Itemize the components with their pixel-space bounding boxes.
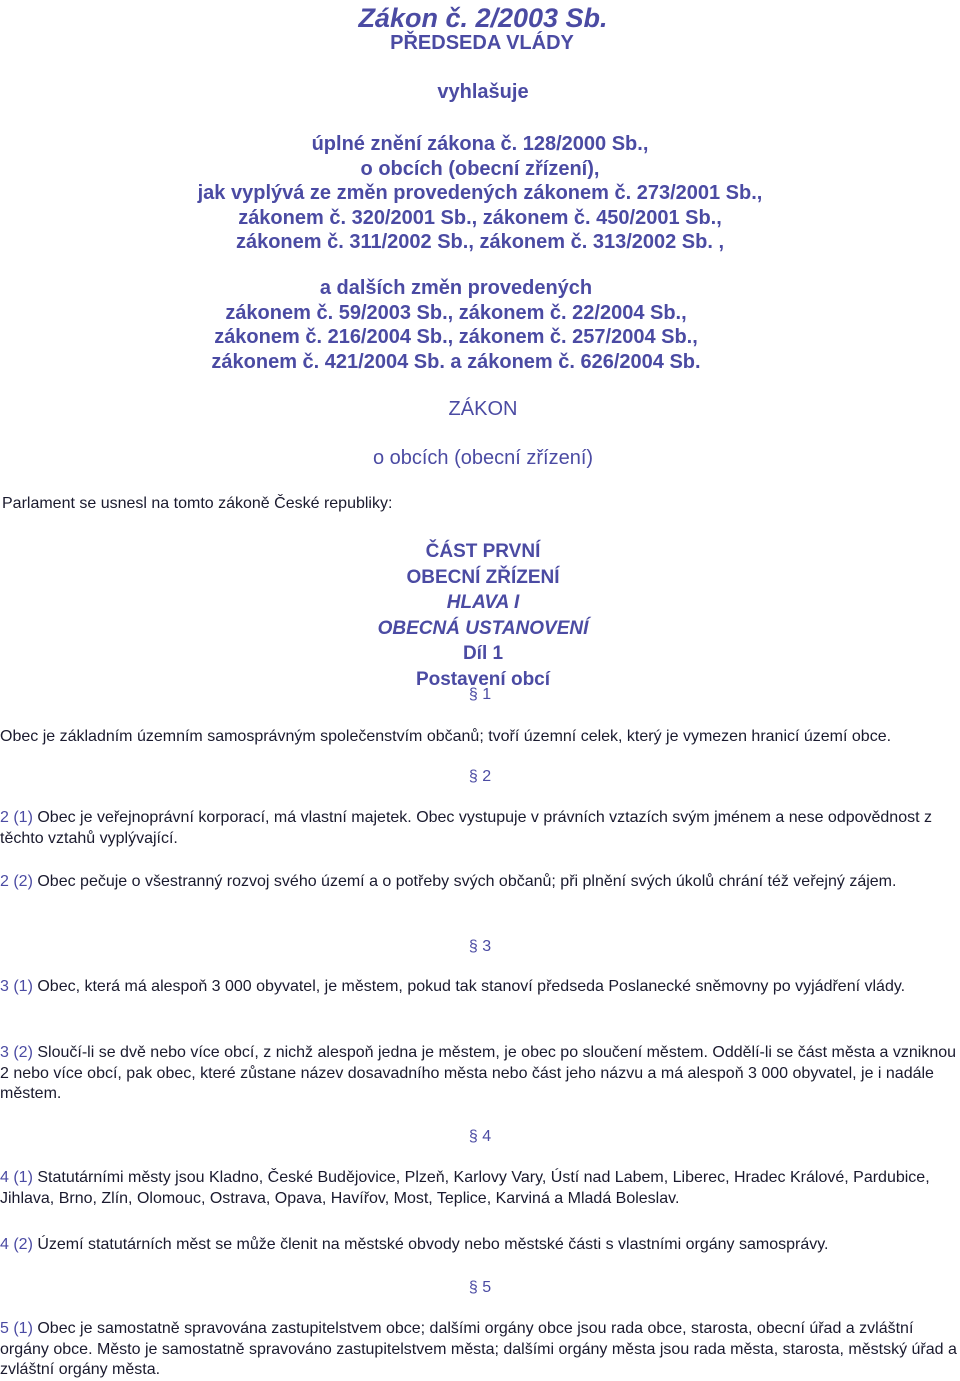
paragraph-2-2: [0, 872, 960, 893]
head-heading: HLAVA I: [446, 592, 520, 614]
amendment-line: zákonem č. 216/2004 Sb., zákonem č. 257/2004 Sb.,: [214, 326, 698, 348]
head-name: OBECNÁ USTANOVENÍ: [377, 617, 589, 639]
paragraph-2-1: [0, 808, 960, 849]
amendment-line: a dalších změn provedených: [319, 277, 593, 299]
paragraph-3-2: [0, 1043, 960, 1105]
paragraph-text: Obec je samostatně spravována zastupitelstvem obce; dalšími orgány obce jsou rada obce, starosta, obecní úřad a zvláštní orgány obce. Město je samostatně spravováno zastupitelstvem města; dalšími orgány města jsou rada města, starosta, městský úřad a zvláštní orgány města.: [0, 1320, 957, 1378]
parliament-statement: Parlament se usnesl na tomto zákoně České republiky:: [2, 495, 393, 512]
preamble-line: zákonem č. 311/2002 Sb., zákonem č. 313/2002 Sb. ,: [235, 231, 725, 253]
paragraph-text: Obec, která má alespoň 3 000 obyvatel, je městem, pokud tak stanoví předseda Poslanecké sněmovny po vyjádření vlády.: [32, 978, 906, 995]
issuer-heading: PŘEDSEDA VLÁDY: [390, 32, 574, 54]
further-amendments: [0, 276, 936, 374]
division-heading: Díl 1: [462, 643, 504, 665]
paragraph-ref-link[interactable]: 2 (1): [0, 809, 33, 826]
paragraph-4-2: [0, 1235, 960, 1256]
paragraph-ref-link[interactable]: 4 (1): [0, 1169, 33, 1186]
paragraph-ref-link[interactable]: 5 (1): [0, 1320, 33, 1337]
law-heading: ZÁKON: [448, 398, 518, 420]
preamble-line: jak vyplývá ze změn provedených zákonem č. 273/2001 Sb.,: [197, 182, 763, 204]
paragraph-text: Území statutárních měst se může členit na městské obvody nebo městské části s vlastními orgány samosprávy.: [32, 1236, 829, 1253]
paragraph-4-1: [0, 1168, 960, 1209]
paragraph-text: Sloučí-li se dvě nebo více obcí, z nichž alespoň jedna je městem, je obec po sloučení městem. Oddělí-li se část města a vzniknou 2 nebo více obcí, pak obec, které zůstane název dosavadního města nebo část jeho názvu a má alespoň 3 000 obyvatel, je i nadále městem.: [0, 1044, 957, 1102]
proclaims-heading: vyhlašuje: [437, 81, 529, 103]
paragraph-ref-link[interactable]: 4 (2): [0, 1236, 33, 1253]
preamble: [0, 132, 960, 255]
paragraph-ref-link[interactable]: 2 (2): [0, 873, 33, 890]
document-title: Zákon č. 2/2003 Sb.: [358, 3, 608, 33]
paragraph-ref-link[interactable]: 3 (2): [0, 1044, 33, 1061]
paragraph-text: Obec je veřejnoprávní korporací, má vlastní majetek. Obec vystupuje v právních vztazích svým jménem a nese odpovědnost z těchto vztahů vyplývající.: [0, 809, 932, 847]
law-subject: o obcích (obecní zřízení): [372, 447, 594, 469]
paragraph-ref-link[interactable]: 3 (1): [0, 978, 33, 995]
preamble-line: zákonem č. 320/2001 Sb., zákonem č. 450/2001 Sb.,: [238, 206, 722, 229]
section-2-heading: § 2: [468, 768, 492, 785]
part-name: OBECNÍ ZŘÍZENÍ: [406, 566, 560, 588]
section-3-heading: § 3: [468, 938, 492, 955]
structure-headings: [3, 539, 960, 693]
amendment-line: zákonem č. 421/2004 Sb. a zákonem č. 626/2004 Sb.: [211, 350, 701, 373]
paragraph-3-1: [0, 977, 960, 998]
paragraph-1: Obec je základním územním samosprávným společenstvím občanů; tvoří územní celek, který je vymezen hranicí území obce.: [0, 728, 892, 745]
preamble-line: úplné znění zákona č. 128/2000 Sb.,: [311, 133, 649, 155]
amendment-line: zákonem č. 59/2003 Sb., zákonem č. 22/2004 Sb.,: [225, 301, 687, 324]
paragraph-5-1: [0, 1319, 960, 1381]
division-name: Postavení obcí: [415, 668, 551, 690]
section-4-heading: § 4: [468, 1128, 492, 1145]
part-heading: ČÁST PRVNÍ: [425, 541, 541, 562]
preamble-line: o obcích (obecní zřízení),: [360, 157, 600, 180]
section-1-heading: § 1: [468, 686, 492, 703]
section-5-heading: § 5: [468, 1279, 492, 1296]
paragraph-text: Statutárními městy jsou Kladno, České Budějovice, Plzeň, Karlovy Vary, Ústí nad Labem, Liberec, Hradec Králové, Pardubice, Jihlava, Brno, Zlín, Olomouc, Ostrava, Opava, Havířov, Most, Teplice, Karviná a Mladá Boleslav.: [0, 1169, 930, 1207]
paragraph-text: Obec pečuje o všestranný rozvoj svého území a o potřeby svých občanů; při plnění svých úkolů chrání též veřejný zájem.: [32, 873, 897, 890]
